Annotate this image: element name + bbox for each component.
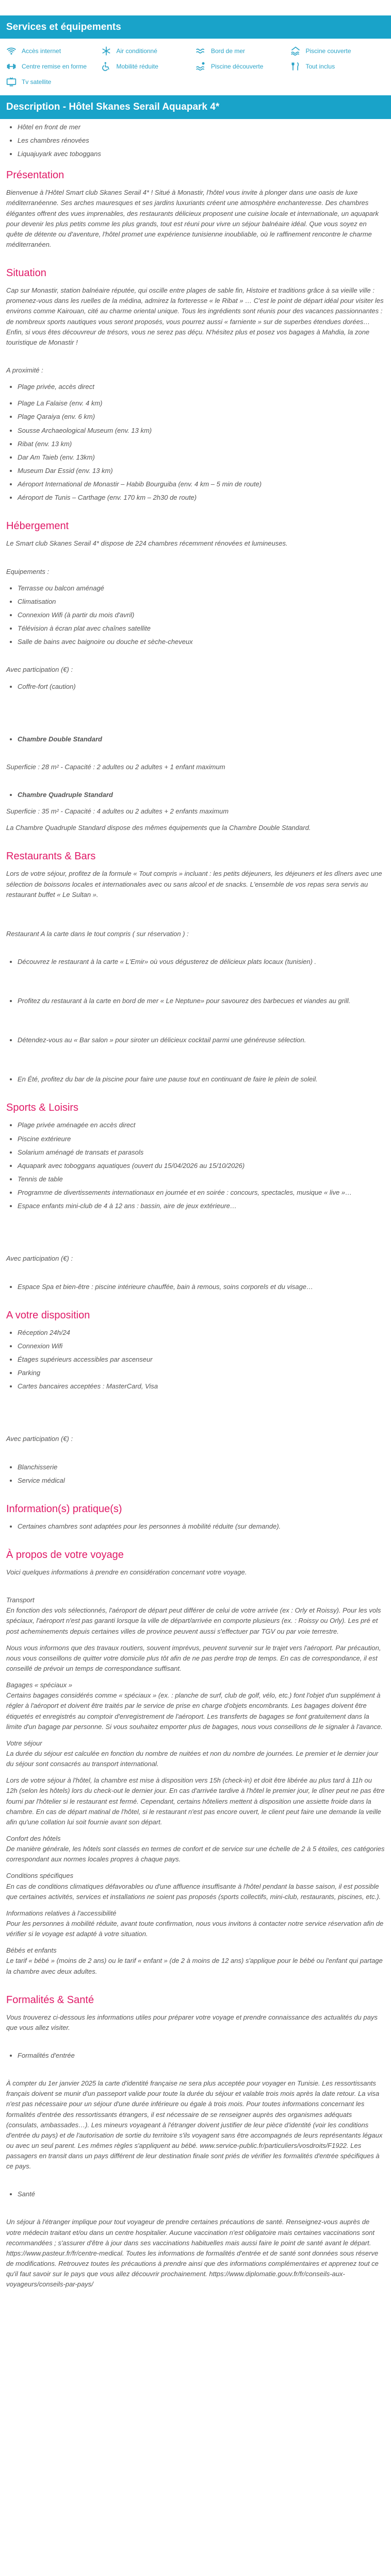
admin-list xyxy=(6,2050,385,2061)
trip-label: Votre séjour xyxy=(6,1739,42,1747)
list-item: • Climatisation xyxy=(18,597,385,607)
list-item: • Détendez-vous au « Bar salon » pour siroter un délicieux cocktail parmi une généreuse sélection. xyxy=(18,1035,385,1045)
list-item: • Connexion Wifi (à partir du mois d'avril) xyxy=(18,610,385,620)
formalites-title: Formalités & Santé xyxy=(6,1994,94,2006)
list-item: • Plage privée, accès direct xyxy=(18,382,385,392)
pratique-list xyxy=(6,1521,385,1532)
wave-icon xyxy=(196,46,206,56)
baggage-label: Bagages « spéciaux » xyxy=(6,1681,72,1689)
list-item: • Espace Spa et bien-être : piscine intérieure chauffée, bain à remous, soins corporels et du visage… xyxy=(18,1282,385,1292)
hebergement-paid-label: Avec participation (€) : xyxy=(6,666,73,674)
highlights-list xyxy=(6,122,385,159)
page xyxy=(0,15,391,2311)
room-quad-list xyxy=(6,790,385,800)
facility-label: Accès internet xyxy=(22,47,61,55)
transport-text: En fonction des vols sélectionnés, l'aéroport de départ peut différer de celui de votre arrivée (ex : Orly et Roissy). Pour les vols spéciaux, l'aéroport n'est pas garanti lorsque la ville de départ/arrivée en comporte plusieurs (ex. : Roissy ou Orly). Les pré et post acheminements depuis certaines villes de province peuvent aussi s'effectuer par TGV ou par voie terrestre. xyxy=(6,1606,381,1635)
mobility-label: Informations relatives à l'accessibilité xyxy=(6,1909,117,1917)
fitness-icon xyxy=(6,61,17,72)
apropos-title: À propos de votre voyage xyxy=(6,1549,124,1561)
room-quad-text: Superficie : 35 m² - Capacité : 4 adultes ou 2 adultes + 2 enfants maximum xyxy=(6,807,229,816)
changes-text: Nous vous informons que des travaux routiers, souvent imprévus, peuvent survenir sur le trajet vers l'aéroport. Par précaution, nous vous conseillons de quitter votre domicile plus tôt afin de ne pas perdre trop de temps. En cas de correspondance, il est conseillé de prévoir un temps de correspondance suffisant. xyxy=(6,1643,381,1672)
baggage-text: Certains bagages considérés comme « spéciaux » (ex. : planche de surf, club de golf, vélo, etc.) font l'objet d'un supplément à régler à l'aéroport et doivent être traités par le service de prise en charge d'objets encombrants. Les bagages doivent être étiquetés et enregistrés au comptoir d'enregistrement de l'aéroport. Les transferts de bagages se font gratuitement dans la limite d'un bagage par personne. Si vous souhaitez emporter plus de bagages, nous vous conseillons de le signaler à l'avance. xyxy=(6,1691,383,1731)
list-item: • Aéroport International de Monastir – Habib Bourguiba (env. 4 km – 5 min de route) xyxy=(18,479,385,489)
all-inclusive-icon xyxy=(290,61,301,72)
list-item: • Réception 24h/24 xyxy=(18,1328,385,1338)
comfort-block xyxy=(6,1834,385,1865)
health-text: Un séjour à l'étranger implique pour tout voyageur de prendre certaines précautions de santé. Renseignez-vous auprès de votre médecin traitant et/ou dans un centre hospitalier. Aucune vaccination n'est obligatoire mais certaines vaccinations sont recommandées ; s'assurer d'être à jour dans ses vaccinations habituelles mais aussi faire le point de santé avant le départ. https://www.pasteur.fr/fr/centre-medical. Toutes les informations de formalités d'entrée et de santé sont données sous réserve de modifications. Retrouvez toutes les précautions à prendre ainsi que des informations complémentaires et apprenez tout ce qu'il faut savoir sur le pays que vous allez découvrir prochainement. https://www.diplomatie.gouv.fr/fr/conseils-aux-voyageurs/conseils-par-pays/ xyxy=(6,2218,379,2289)
facility-indoor-pool xyxy=(290,46,385,56)
situation-text: Cap sur Monastir, station balnéaire réputée, qui oscille entre plages de sable fin, Histoire et traditions grâce à sa vieille ville : promenez-vous dans les ruelles de la médina, admirez la forteresse « le Ribat » … C'est le point de départ idéal pour visiter les environs comme Kairouan, cité au charme oriental unique. Tous les ingrédients sont réunis pour des vacances passionnantes : de nombreux sports nautiques vous seront proposés, vous pourrez aussi « farniente » sur de superbes étendues dorées… Enfin, si vous êtes découvreur de trésors, vous ne serez pas déçu. N'hésitez plus et posez vos bagages à Mahdia, la zone touristique de Monastir ! xyxy=(6,286,384,346)
facility-label: Piscine couverte xyxy=(305,47,351,55)
conditions-block xyxy=(6,1871,385,1902)
list-item: • Museum Dar Essid (env. 13 km) xyxy=(18,466,385,476)
facility-mobility xyxy=(101,61,196,72)
list-item: • Tennis de table xyxy=(18,1174,385,1184)
facility-label: Piscine découverte xyxy=(211,63,264,71)
list-item: • Certaines chambres sont adaptées pour les personnes à mobilité réduite (sur demande). xyxy=(18,1521,385,1532)
disposition-title: A votre disposition xyxy=(6,1309,90,1321)
restaurant-item-2 xyxy=(6,996,385,1006)
list-item: • Aéroport de Tunis – Carthage (env. 170 km – 2h30 de route) xyxy=(18,493,385,503)
facility-label: Tout inclus xyxy=(305,63,335,71)
description-title: Description - Hôtel Skanes Serail Aquapark 4* xyxy=(0,95,391,118)
sports-list xyxy=(6,1120,385,1211)
facility-all-inclusive xyxy=(290,61,385,72)
babies-label: Bébés et enfants xyxy=(6,1946,57,1955)
health-label: • Santé xyxy=(18,2189,385,2199)
list-item: • Cartes bancaires acceptées : MasterCard, Visa xyxy=(18,1381,385,1392)
nearby-list xyxy=(6,382,385,392)
facility-seaside xyxy=(196,46,290,56)
description-content xyxy=(0,119,391,2290)
list-item: • Espace enfants mini-club de 4 à 12 ans : bassin, aire de jeux extérieure… xyxy=(18,1201,385,1211)
list-item: • Piscine extérieure xyxy=(18,1134,385,1144)
list-item: • Hôtel en front de mer xyxy=(18,122,385,132)
facility-outdoor-pool xyxy=(196,61,290,72)
list-item: • Télévision à écran plat avec chaînes satellite xyxy=(18,623,385,634)
admin-text: À compter du 1er janvier 2025 la carte d'identité française ne sera plus acceptée pour voyager en Tunisie. Les ressortissants français doivent se munir d'un passeport valide pour toute la durée du séjour et valable trois mois après la date retour. La visa n'est pas nécessaire pour un séjour d'une durée inférieure ou égale à trois mois. Pour toutes informations concernant les formalités d'entrée des ressortissants étrangers, il est nécessaire de se renseigner auprès des organismes adéquats (consulats, ambassades…). Les mineurs voyageant à l'étranger doivent justifier de leur pièce d'identité (voir les conditions d'entrée du pays) et de l'autorisation de sortie du territoire s'ils voyagent sans être accompagnés de leurs représentants légaux ou avec un seul parent. Les mêmes règles s'appliquent au bébé. www.service-public.fr/particuliers/vosdroits/F1922. Les passagers en transit dans un pays différent de leur destination finale sont priés de vérifier les formalités d'entrée spécifiques à ce pays. xyxy=(6,2079,383,2171)
pratique-title: Information(s) pratique(s) xyxy=(6,1503,122,1515)
disposition-list xyxy=(6,1328,385,1392)
a-la-carte-label: Restaurant A la carte dans le tout compris ( sur réservation ) : xyxy=(6,929,189,938)
room-double-title: • Chambre Double Standard xyxy=(18,734,385,744)
facility-label: Bord de mer xyxy=(211,47,246,55)
conditions-label: Conditions spécifiques xyxy=(6,1872,74,1880)
wheelchair-icon xyxy=(101,61,111,72)
list-item: • Sousse Archaeological Museum (env. 13 km) xyxy=(18,426,385,436)
restaurant-item-3 xyxy=(6,1035,385,1045)
presentation-title: Présentation xyxy=(6,170,64,181)
restaurants-title: Restaurants & Bars xyxy=(6,851,96,862)
disposition-paid-list xyxy=(6,1462,385,1486)
sports-paid-label: Avec participation (€) : xyxy=(6,1255,73,1263)
room-double-text: Superficie : 28 m² - Capacité : 2 adultes ou 2 adultes + 1 enfant maximum xyxy=(6,762,225,771)
hebergement-intro: Le Smart club Skanes Serail 4* dispose de 224 chambres récemment rénovées et lumineuses. xyxy=(6,539,288,548)
facilities-list xyxy=(0,39,391,95)
facility-ac xyxy=(101,46,196,56)
checkin-text: Lors de votre séjour à l'hôtel, la chambre est mise à disposition vers 15h (check-in) et doit être libérée au plus tard à 11h ou 12h (selon les hôtels) lors du check-out le dernier jour. En cas d'arrivée tardive à l'hôtel le premier jour, le dîner peut ne pas être fourni par l'hôtelier si le restaurant est fermé. Cependant, certains hôteliers mettent à disposition une assiette froide dans la chambre. En cas de départ matinal de l'hôtel, si le restaurant n'est pas encore ouvert, le client peut faire une demande la veille afin qu'une collation lui soit fournie avant son départ. xyxy=(6,1776,385,1826)
comfort-text: De manière générale, les hôtels sont classés en termes de confort et de service sur une échelle de 2 à 5 étoiles, ces catégories correspondant aux normes locales propres à chaque pays. xyxy=(6,1845,385,1863)
list-item: • Étages supérieurs accessibles par ascenseur xyxy=(18,1354,385,1365)
disposition-paid-label: Avec participation (€) : xyxy=(6,1435,73,1443)
transport-block xyxy=(6,1595,385,1637)
list-item: • Salle de bains avec baignoire ou douche et sèche-cheveux xyxy=(18,637,385,647)
presentation-text: Bienvenue à l'Hôtel Smart club Skanes Serail 4* ! Situé à Monastir, l'hôtel vous invite à plonger dans une oasis de luxe méditerranéenne. Ses arches mauresques et ses jardins luxuriants créent une atmosphère enchanteresse. Des chambres élégantes offrent des vues imprenables, des restaurants délicieux proposent une cuisine locale et internationale, un aquapark pour devenir les plus petits comme les plus grands, tout est réuni pour vivre un séjour balnéaire idéal. Que vous soyez en quête de détente ou d'aventure, l'hôtel promet une expérience tunisienne inoubliable, où le raffinement rencontre le charme méditerranéen. xyxy=(6,189,379,248)
room-quad-title: • Chambre Quadruple Standard xyxy=(18,790,385,800)
sports-paid-list xyxy=(6,1282,385,1292)
list-item: • Blanchisserie xyxy=(18,1462,385,1472)
list-item: • Terrasse ou balcon aménagé xyxy=(18,583,385,594)
list-item: • Dar Am Taieb (env. 13km) xyxy=(18,452,385,463)
equipment-list xyxy=(6,583,385,648)
tv-icon xyxy=(6,77,17,87)
babies-block xyxy=(6,1945,385,1976)
snowflake-icon xyxy=(101,46,111,56)
trip-text: La durée du séjour est calculée en fonction du nombre de nuitées et non du nombre de journées. Le premier et le dernier jour du séjour sont consacrés au transport international. xyxy=(6,1749,379,1768)
list-item: • Plage privée aménagée en accès direct xyxy=(18,1120,385,1130)
formalites-intro: Vous trouverez ci-dessous les informations utiles pour préparer votre voyage et prendre connaissance des actualités du pays que vous allez visiter. xyxy=(6,2013,378,2031)
covered-pool-icon xyxy=(290,46,301,56)
restaurant-item-1 xyxy=(6,957,385,967)
transport-label: Transport xyxy=(6,1596,35,1604)
conditions-text: En cas de conditions climatiques défavorables ou d'une affluence insuffisante à l'hôtel pendant la basse saison, il est possible que certaines activités, services et installations ne soient pas proposés (sports collectifs, mini-club, restaurants, piscines, etc.). xyxy=(6,1882,381,1901)
nearby-list-2 xyxy=(6,398,385,503)
wifi-icon xyxy=(6,46,17,56)
list-item: • Découvrez le restaurant à la carte « L'Emir» où vous dégusterez de délicieux plats locaux (tunisien) . xyxy=(18,957,385,967)
mobility-block xyxy=(6,1908,385,1939)
facility-fitness xyxy=(6,61,101,72)
list-item: • Parking xyxy=(18,1368,385,1378)
list-item: • Programme de divertissements internationaux en journée et en soirée : concours, spectacles, musique « live »… xyxy=(18,1188,385,1198)
list-item: • Solarium aménagé de transats et parasols xyxy=(18,1147,385,1158)
list-item: • Plage La Falaise (env. 4 km) xyxy=(18,398,385,409)
babies-text: Le tarif « bébé » (moins de 2 ans) ou le tarif « enfant » (de 2 à moins de 12 ans) s'applique pour le bébé ou l'enfant qui partage la chambre avec deux adultes. xyxy=(6,1957,383,1975)
admin-label: • Formalités d'entrée xyxy=(18,2050,385,2061)
list-item: • En Été, profitez du bar de la piscine pour faire une pause tout en continuant de faire le plein de soleil. xyxy=(18,1074,385,1084)
hebergement-paid-list xyxy=(6,682,385,692)
facility-label: Mobilité réduite xyxy=(116,63,158,71)
trip-block xyxy=(6,1738,385,1769)
restaurants-intro: Lors de votre séjour, profitez de la formule « Tout compris » incluant : les petits déjeuners, les déjeuners et les dîners avec une sélection de boissons locales et internationales avec ou sans alcool et de snacks. L'ensemble de vos repas sera servis au restaurant buffet « Le Sultan ». xyxy=(6,870,382,899)
facility-label: Air conditionné xyxy=(116,47,157,55)
comfort-label: Confort des hôtels xyxy=(6,1834,61,1842)
health-list xyxy=(6,2189,385,2199)
list-item: • Aquapark avec toboggans aquatiques (ouvert du 15/04/2026 au 15/10/2026) xyxy=(18,1161,385,1171)
list-item: • Connexion Wifi xyxy=(18,1341,385,1351)
proximity-label: A proximité : xyxy=(6,366,43,374)
restaurant-item-4 xyxy=(6,1074,385,1084)
list-item: • Coffre-fort (caution) xyxy=(18,682,385,692)
list-item: • Les chambres rénovées xyxy=(18,135,385,146)
mobility-text: Pour les personnes à mobilité réduite, avant toute confirmation, nous vous invitons à contacter notre service réservation afin de vérifier si le voyage est adapté à votre situation. xyxy=(6,1919,384,1938)
sports-title: Sports & Loisirs xyxy=(6,1102,79,1114)
apropos-intro: Voici quelques informations à prendre en considération concernant votre voyage. xyxy=(6,1568,247,1577)
list-item: • Liquajuyark avec toboggans xyxy=(18,149,385,159)
services-title: Services et équipements xyxy=(0,15,391,39)
hebergement-title: Hébergement xyxy=(6,520,69,532)
facility-tv xyxy=(6,77,101,87)
facility-label: Centre remise en forme xyxy=(22,63,87,71)
equipment-label: Equipements : xyxy=(6,567,50,575)
list-item: • Service médical xyxy=(18,1476,385,1486)
list-item: • Plage Qaraiya (env. 6 km) xyxy=(18,412,385,422)
facility-internet xyxy=(6,46,101,56)
list-item: • Ribat (env. 13 km) xyxy=(18,439,385,449)
list-item: • Profitez du restaurant à la carte en bord de mer « Le Neptune» pour savourez des barbecues et viandes au grill. xyxy=(18,996,385,1006)
situation-title: Situation xyxy=(6,267,46,279)
facility-label: Tv satellite xyxy=(22,78,52,86)
baggage-block xyxy=(6,1680,385,1732)
outdoor-pool-icon xyxy=(196,61,206,72)
room-double-list xyxy=(6,734,385,744)
room-quad-note: La Chambre Quadruple Standard dispose des mêmes équipements que la Chambre Double Standard. xyxy=(6,824,311,832)
